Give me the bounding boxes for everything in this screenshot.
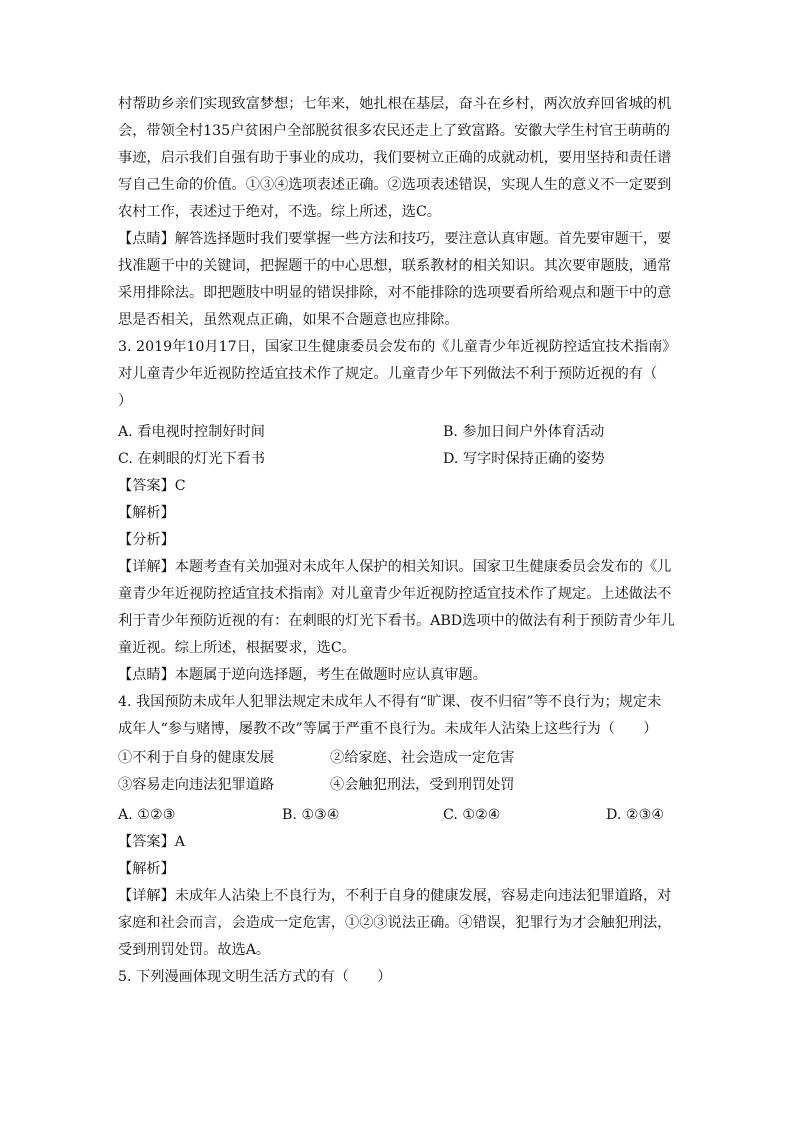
q4-answer: 【答案】A [118,834,185,850]
q2-explanation-line-3: 事迹，启示我们自强有助于事业的成功，我们要树立正确的成就动机，要用坚持和责任谱 [118,150,672,166]
q3-tip: 【点睛】本题属于逆向选择题，考生在做题时应认真审题。 [118,667,487,683]
q2-tip-line-2: 找准题干中的关键词，把握题干的中心思想，联系教材的相关知识。其次要审题肢，通常 [118,258,672,274]
q2-explanation-line-5: 农村工作，表述过于绝对，不选。综上所述，选C。 [118,204,441,220]
q4-item-4: ④会触犯刑法，受到刑罚处罚 [330,777,515,793]
q4-option-c: C. ①②④ [443,807,501,823]
q3-answer: 【答案】C [118,478,186,494]
q3-detail-line-2: 童青少年近视防控适宜技术指南》对儿童青少年近视防控适宜技术作了规定。上述做法不 [118,586,672,602]
q2-explanation-line-1: 村帮助乡亲们实现致富梦想；七年来，她扎根在基层，奋斗在乡村，两次放弃回省城的机 [118,96,672,112]
q3-option-d: D. 写字时保持正确的姿势 [443,451,605,467]
q4-detail-line-3: 受到刑罚处罚。故选A。 [118,942,271,958]
q4-option-b: B. ①③④ [282,807,340,823]
q4-option-a: A. ①②③ [118,807,176,823]
q2-explanation-line-4: 写自己生命的价值。①③④选项表述正确。②选项表述错误，实现人生的意义不一定要到 [118,177,672,193]
q2-tip-line-4: 思是否相关，虽然观点正确，如果不合题意也应排除。 [118,312,459,328]
q4-stem-line-2: 成年人“参与赌博，屡教不改”等属于严重不良行为。未成年人沾染上这些行为（ ） [118,721,658,737]
q3-option-a: A. 看电视时控制好时间 [118,424,265,440]
q3-fenxi-heading: 【分析】 [118,532,175,548]
q4-item-3: ③容易走向违法犯罪道路 [118,777,275,793]
q3-detail-line-4: 童近视。综上所述，根据要求，选C。 [118,640,356,656]
q3-stem-line-2: 对儿童青少年近视防控适宜技术作了规定。儿童青少年下列做法不利于预防近视的有（ [118,366,658,382]
q4-option-d: D. ②③④ [606,807,665,823]
q4-item-1: ①不利于自身的健康发展 [118,750,275,766]
q3-detail-line-1: 【详解】本题考查有关加强对未成年人保护的相关知识。国家卫生健康委员会发布的《儿 [118,559,672,575]
q4-detail-line-2: 家庭和社会而言，会造成一定危害，①②③说法正确。④错误，犯罪行为才会触犯刑法， [118,915,672,931]
q3-stem-line-3: ） [118,393,133,409]
q3-option-b: B. 参加日间户外体育活动 [443,424,605,440]
q2-tip-line-3: 采用排除法。即把题肢中明显的错误排除，对不能排除的选项要看所给观点和题干中的意 [118,285,672,301]
q2-tip-line-1: 【点睛】解答选择题时我们要掌握一些方法和技巧，要注意认真审题。首先要审题干，要 [118,231,672,247]
q4-analysis-heading: 【解析】 [118,861,175,877]
q3-detail-line-3: 利于青少年预防近视的有：在刺眼的灯光下看书。ABD选项中的做法有利于预防青少年儿 [118,613,675,629]
q3-option-c: C. 在刺眼的灯光下看书 [118,451,266,467]
q4-item-2: ②给家庭、社会造成一定危害 [330,750,515,766]
q2-explanation-line-2: 会，带领全村135户贫困户全部脱贫很多农民还走上了致富路。安徽大学生村官王萌萌的 [118,123,671,139]
q5-stem: 5. 下列漫画体现文明生活方式的有（ ） [118,969,392,985]
q3-analysis-heading: 【解析】 [118,505,175,521]
q3-stem-line-1: 3. 2019年10月17日，国家卫生健康委员会发布的《儿童青少年近视防控适宜技术指南》 [118,339,677,355]
q4-stem-line-1: 4. 我国预防未成年人犯罪法规定未成年人不得有“旷课、夜不归宿”等不良行为；规定未 [118,694,662,710]
q4-detail-line-1: 【详解】未成年人沾染上不良行为，不利于自身的健康发展，容易走向违法犯罪道路，对 [118,888,672,904]
